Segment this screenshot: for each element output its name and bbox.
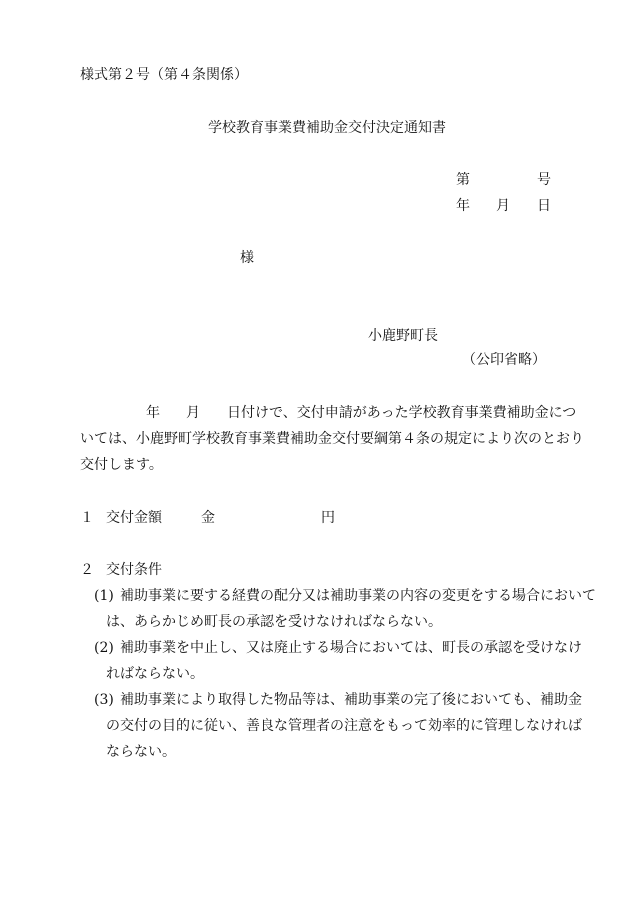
condition-2-line-1: 補助事業を中止し、又は廃止する場合においては、町長の承認を受けなけ [120,640,582,656]
condition-1-line-1: 補助事業に要する経費の配分又は補助事業の内容の変更をする場合において [120,588,596,604]
date-day: 日 [537,198,551,214]
body-year: 年 [146,405,160,421]
addressee-suffix: 様 [240,250,254,266]
section1-yen: 円 [321,510,335,526]
body-line-2: いては、小鹿野町学校教育事業費補助金交付要綱第４条の規定により次のとおり [80,431,584,447]
condition-3-line-1: 補助事業により取得した物品等は、補助事業の完了後においても、補助金 [120,692,582,708]
date-month: 月 [496,198,510,214]
section1-kin: 金 [201,510,215,526]
condition-2-line-2: ればならない。 [106,666,204,682]
document-title: 学校教育事業費補助金交付決定通知書 [208,120,446,136]
section2-label: 交付条件 [106,562,162,578]
condition-3-marker: (3) [94,692,114,708]
seal-note: （公印省略） [462,352,546,368]
condition-3-line-3: ならない。 [106,744,176,760]
date-year: 年 [456,198,470,214]
condition-3-line-2: の交付の目的に従い、善良な管理者の注意をもって効率的に管理しなければ [106,718,582,734]
body-line-1: 日付けで、交付申請があった学校教育事業費補助金につ [227,405,577,421]
condition-1-marker: (1) [94,588,114,604]
section1-label: 交付金額 [106,510,162,526]
section1-number: １ [80,510,94,526]
body-line-3: 交付します。 [80,457,163,473]
condition-2-marker: (2) [94,640,114,656]
condition-1-line-2: は、あらかじめ町長の承認を受けなければならない。 [106,614,442,630]
reference-gou: 号 [537,172,551,188]
form-number: 様式第２号（第４条関係） [80,67,248,83]
reference-dai: 第 [456,172,470,188]
section2-number: ２ [80,562,94,578]
body-month: 月 [186,405,200,421]
issuer: 小鹿野町長 [368,328,438,344]
